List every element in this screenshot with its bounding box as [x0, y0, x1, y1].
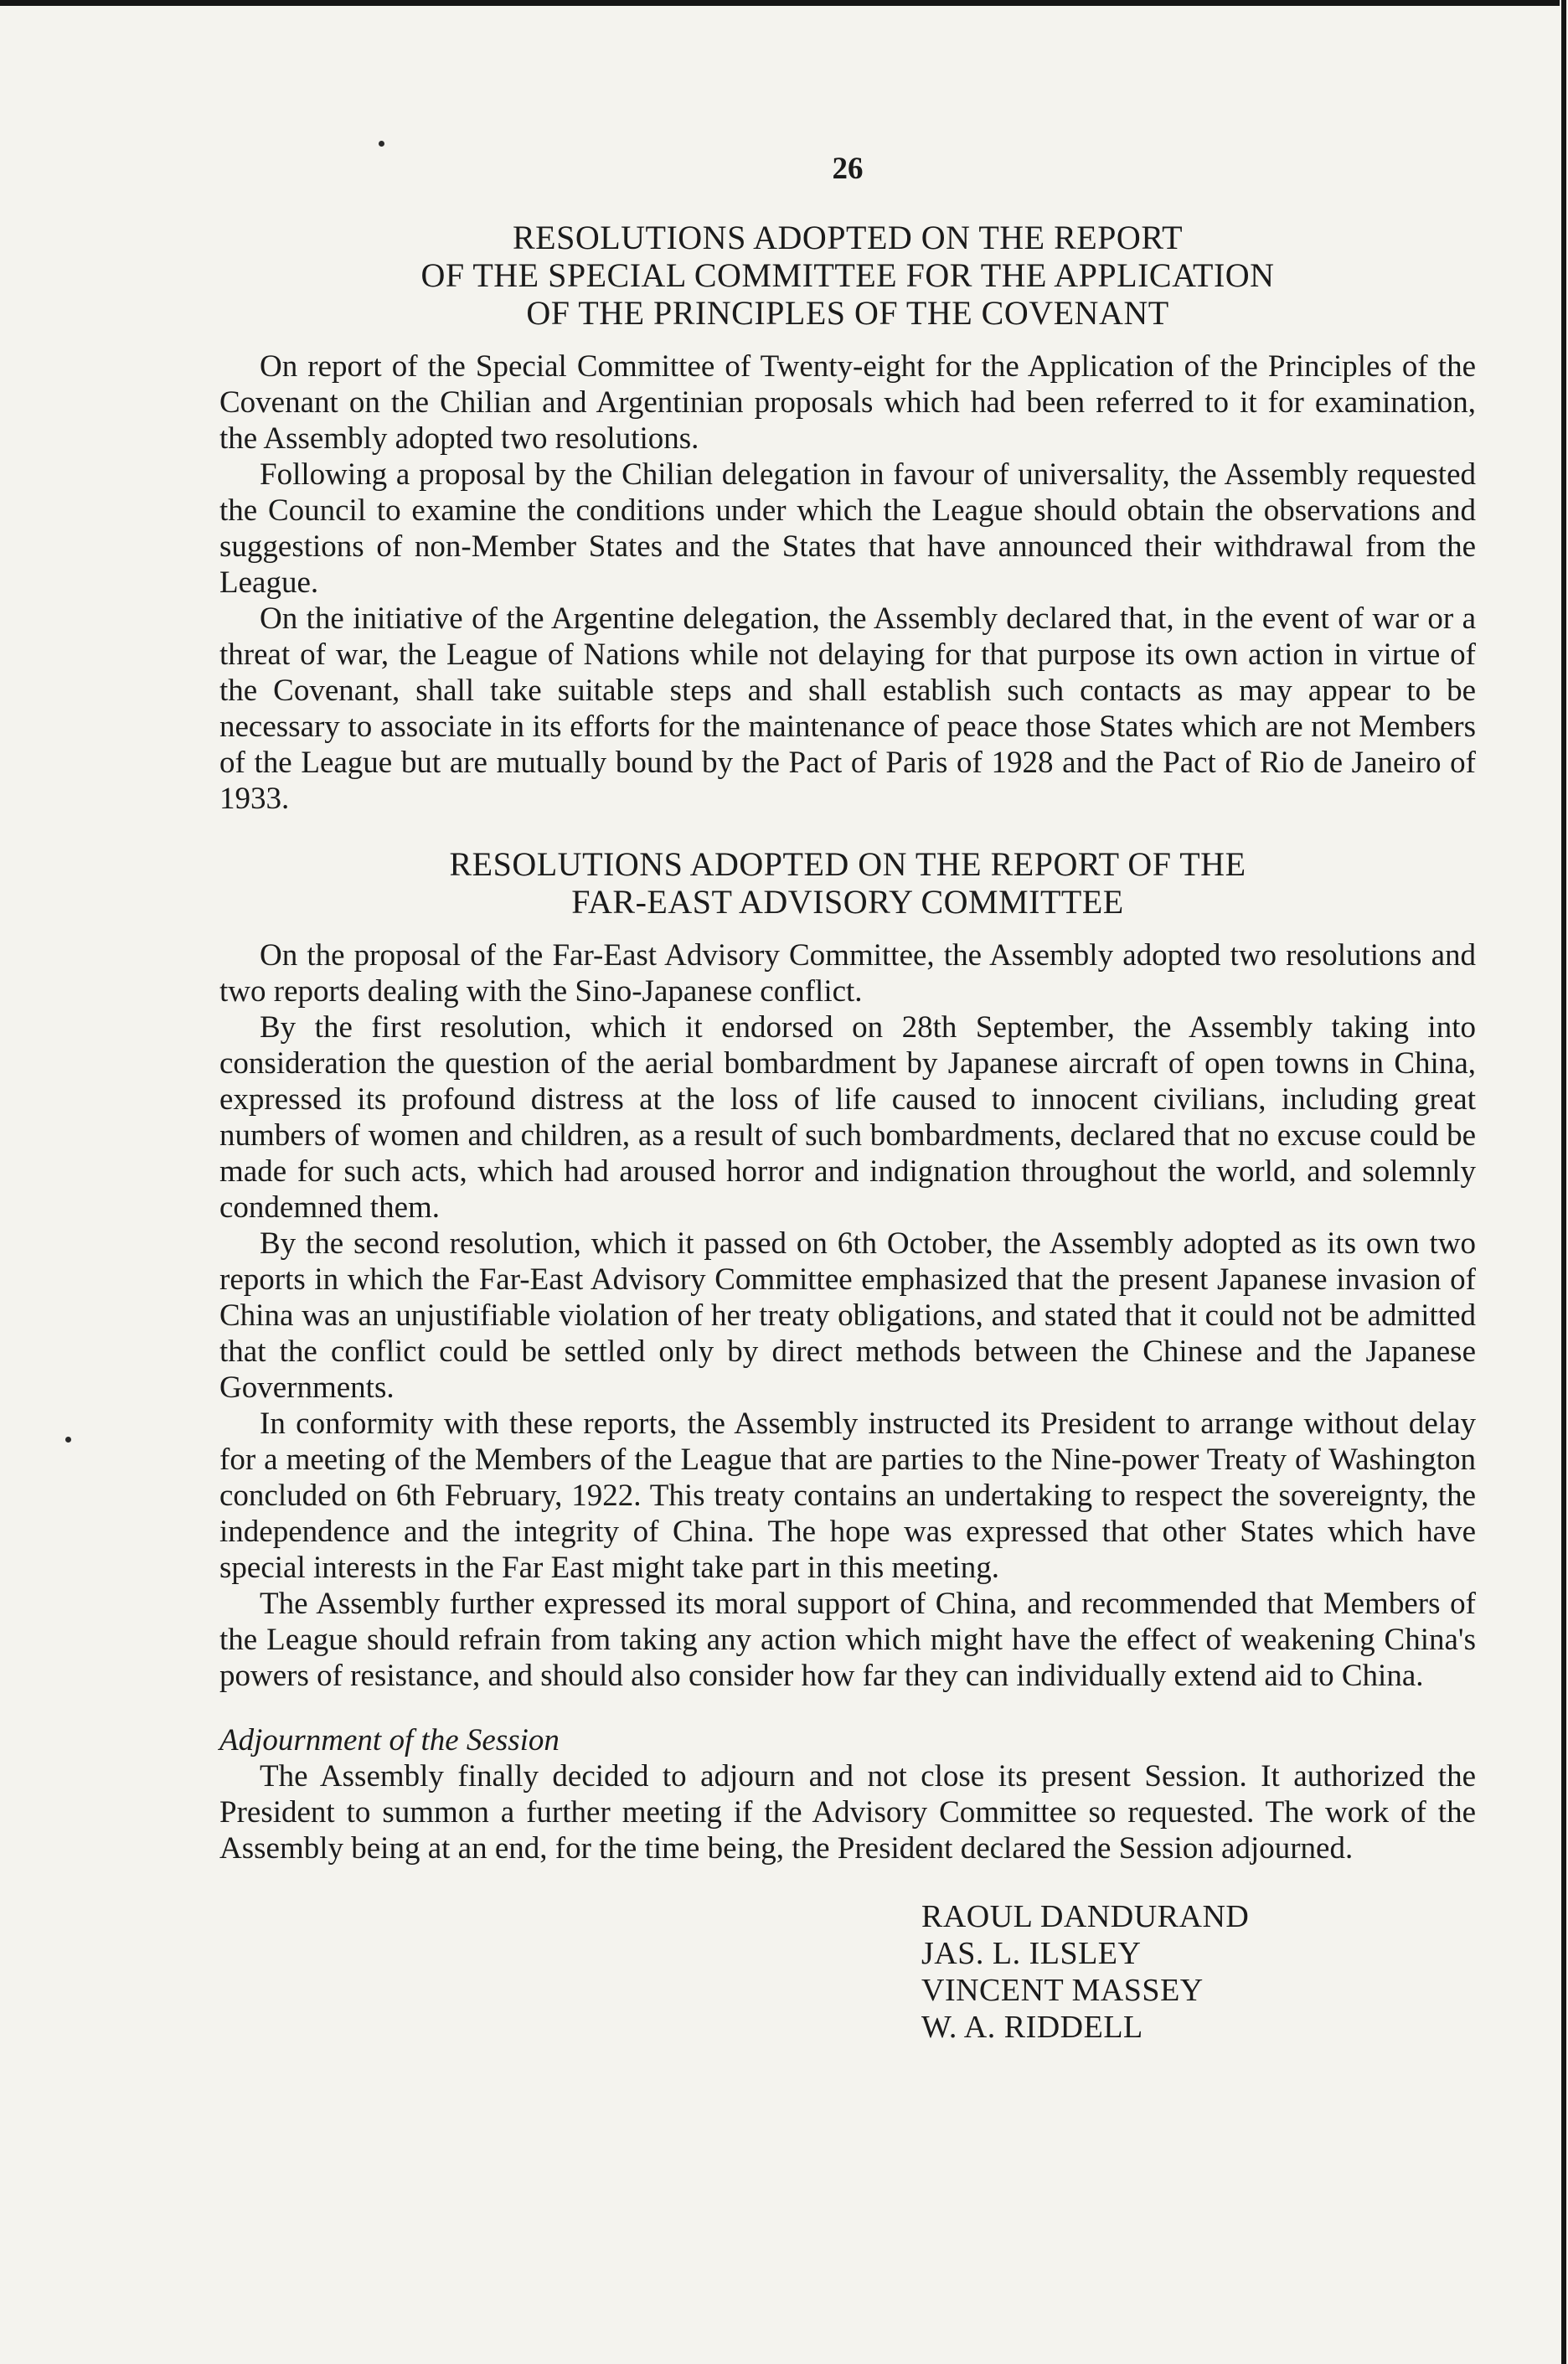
heading-line: OF THE PRINCIPLES OF THE COVENANT [526, 294, 1169, 332]
heading-line: FAR-EAST ADVISORY COMMITTEE [571, 883, 1124, 921]
section-special-committee [219, 219, 1476, 817]
print-speck [379, 141, 384, 147]
heading-line: RESOLUTIONS ADOPTED ON THE REPORT [512, 219, 1184, 256]
paragraph: Following a proposal by the Chilian delegation in favour of universality, the Assembly requested the Council to examine the conditions under which the League should obtain the observations and suggestions of non-Member States and the States that have announced their withdrawal from the League. [219, 457, 1476, 600]
paragraph: The Assembly further expressed its moral support of China, and recommended that Members of the League should refrain from taking any action which might have the effect of weakening China's powers of resistance, and should also consider how far they can individually extend aid to China. [219, 1587, 1476, 1693]
paragraph: The Assembly finally decided to adjourn and not close its present Session. It authorized the President to summon a further meeting if the Advisory Committee so requested. The work of the Assembly being at an end, for the time being, the President declared the Session adjourned. [219, 1759, 1476, 1866]
section-heading [219, 845, 1476, 921]
section-far-east-committee [219, 845, 1476, 1694]
paragraph: By the first resolution, which it endorsed on 28th September, the Assembly taking into consideration the question of the aerial bombardment by Japanese aircraft of open towns in China, expressed its profound distress at the loss of life caused to innocent civilians, including great numbers of women and children, as a result of such bombardments, declared that no excuse could be made for such acts, which had aroused horror and indignation throughout the world, and solemnly condemned them. [219, 1010, 1476, 1225]
page-number: 26 [832, 152, 864, 186]
signatory-name: JAS. L. ILSLEY [921, 1936, 1142, 1971]
heading-line: OF THE SPECIAL COMMITTEE FOR THE APPLICATION [420, 256, 1275, 294]
top-border-rule [0, 0, 1560, 6]
paragraph: On report of the Special Committee of Twenty-eight for the Application of the Principles of the Covenant on the Chilian and Argentinian proposals which had been referred to it for examination, the Assembly adopted two resolutions. [219, 349, 1476, 456]
paragraph: On the initiative of the Argentine delegation, the Assembly declared that, in the event of war or a threat of war, the League of Nations while not delaying for that purpose its own action in virtue of the Covenant, shall take suitable steps and shall establish such contacts as may appear to be necessary to associate in its efforts for the maintenance of peace those States which are not Members of the League but are mutually bound by the Pact of Paris of 1928 and the Pact of Rio de Janeiro of 1933. [219, 601, 1476, 816]
right-border-rule [1561, 0, 1566, 2364]
signatory-name: W. A. RIDDELL [921, 2010, 1143, 2045]
document-page [219, 151, 1476, 2046]
paragraph: On the proposal of the Far-East Advisory Committee, the Assembly adopted two resolutions and two reports dealing with the Sino-Japanese conflict. [219, 938, 1476, 1009]
signatory-name: RAOUL DANDURAND [921, 1899, 1250, 1934]
paragraph: By the second resolution, which it passed on 6th October, the Assembly adopted as its own two reports in which the Far-East Advisory Committee emphasized that the present Japanese invasion of China was an unjustifiable violation of her treaty obligations, and stated that it could not be admitted that the conflict could be settled only by direct methods between the Chinese and the Japanese Governments. [219, 1226, 1476, 1405]
print-speck [65, 1437, 71, 1443]
heading-line: RESOLUTIONS ADOPTED ON THE REPORT OF THE [449, 845, 1246, 883]
section-heading [219, 219, 1476, 332]
section-adjournment [219, 1722, 1476, 1866]
paragraph: In conformity with these reports, the Assembly instructed its President to arrange without delay for a meeting of the Members of the League that are parties to the Nine-power Treaty of Washington concluded on 6th February, 1922. This treaty contains an undertaking to respect the sovereignty, the independence and the integrity of China. The hope was expressed that other States which have special interests in the Far East might take part in this meeting. [219, 1407, 1476, 1585]
signatory-name: VINCENT MASSEY [921, 1973, 1204, 2008]
adjournment-heading: Adjournment of the Session [219, 1723, 560, 1758]
signatory-block [921, 1898, 1476, 2046]
